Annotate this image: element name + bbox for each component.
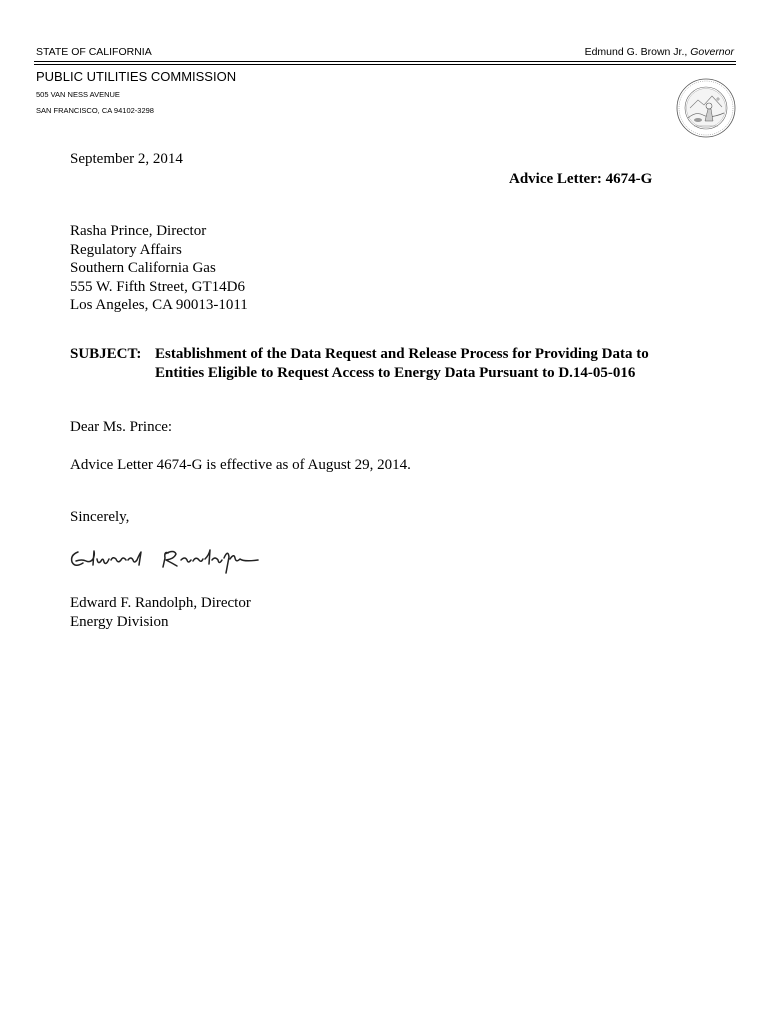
state-header: STATE OF CALIFORNIA <box>36 46 152 58</box>
signer-name: Edward F. Randolph, Director <box>70 595 251 611</box>
header-rule-thin <box>34 64 736 65</box>
agency-address-line1: 505 VAN NESS AVENUE <box>36 90 120 99</box>
governor-name: Edmund G. Brown Jr., <box>584 46 691 58</box>
body-paragraph: Advice Letter 4674-G is effective as of August 29, 2014. <box>70 457 411 473</box>
recipient-line: Regulatory Affairs <box>70 241 182 258</box>
header-rule-thick <box>34 61 736 62</box>
governor-header <box>585 46 734 58</box>
state-seal-icon <box>676 78 736 138</box>
governor-role: Governor <box>690 46 734 58</box>
recipient-line: 555 W. Fifth Street, GT14D6 <box>70 278 245 295</box>
subject-label: SUBJECT: <box>70 346 142 362</box>
advice-letter-number: Advice Letter: 4674-G <box>509 171 653 187</box>
subject-text: Establishment of the Data Request and Release Process for Providing Data to Entities Eligible to Request Access to Energy Data Pursuant to D.14-05-016 <box>155 346 649 381</box>
recipient-block <box>70 222 248 315</box>
closing: Sincerely, <box>70 509 130 525</box>
signer-block <box>70 594 251 631</box>
letter-date: September 2, 2014 <box>70 151 183 167</box>
handwritten-signature <box>64 538 264 578</box>
agency-name: PUBLIC UTILITIES COMMISSION <box>36 69 237 84</box>
signer-division: Energy Division <box>70 613 169 630</box>
recipient-line: Los Angeles, CA 90013-1011 <box>70 297 248 313</box>
recipient-line: Rasha Prince, Director <box>70 223 207 239</box>
agency-address-line2: SAN FRANCISCO, CA 94102-3298 <box>36 106 154 115</box>
recipient-line: Southern California Gas <box>70 260 216 276</box>
salutation: Dear Ms. Prince: <box>70 419 173 435</box>
